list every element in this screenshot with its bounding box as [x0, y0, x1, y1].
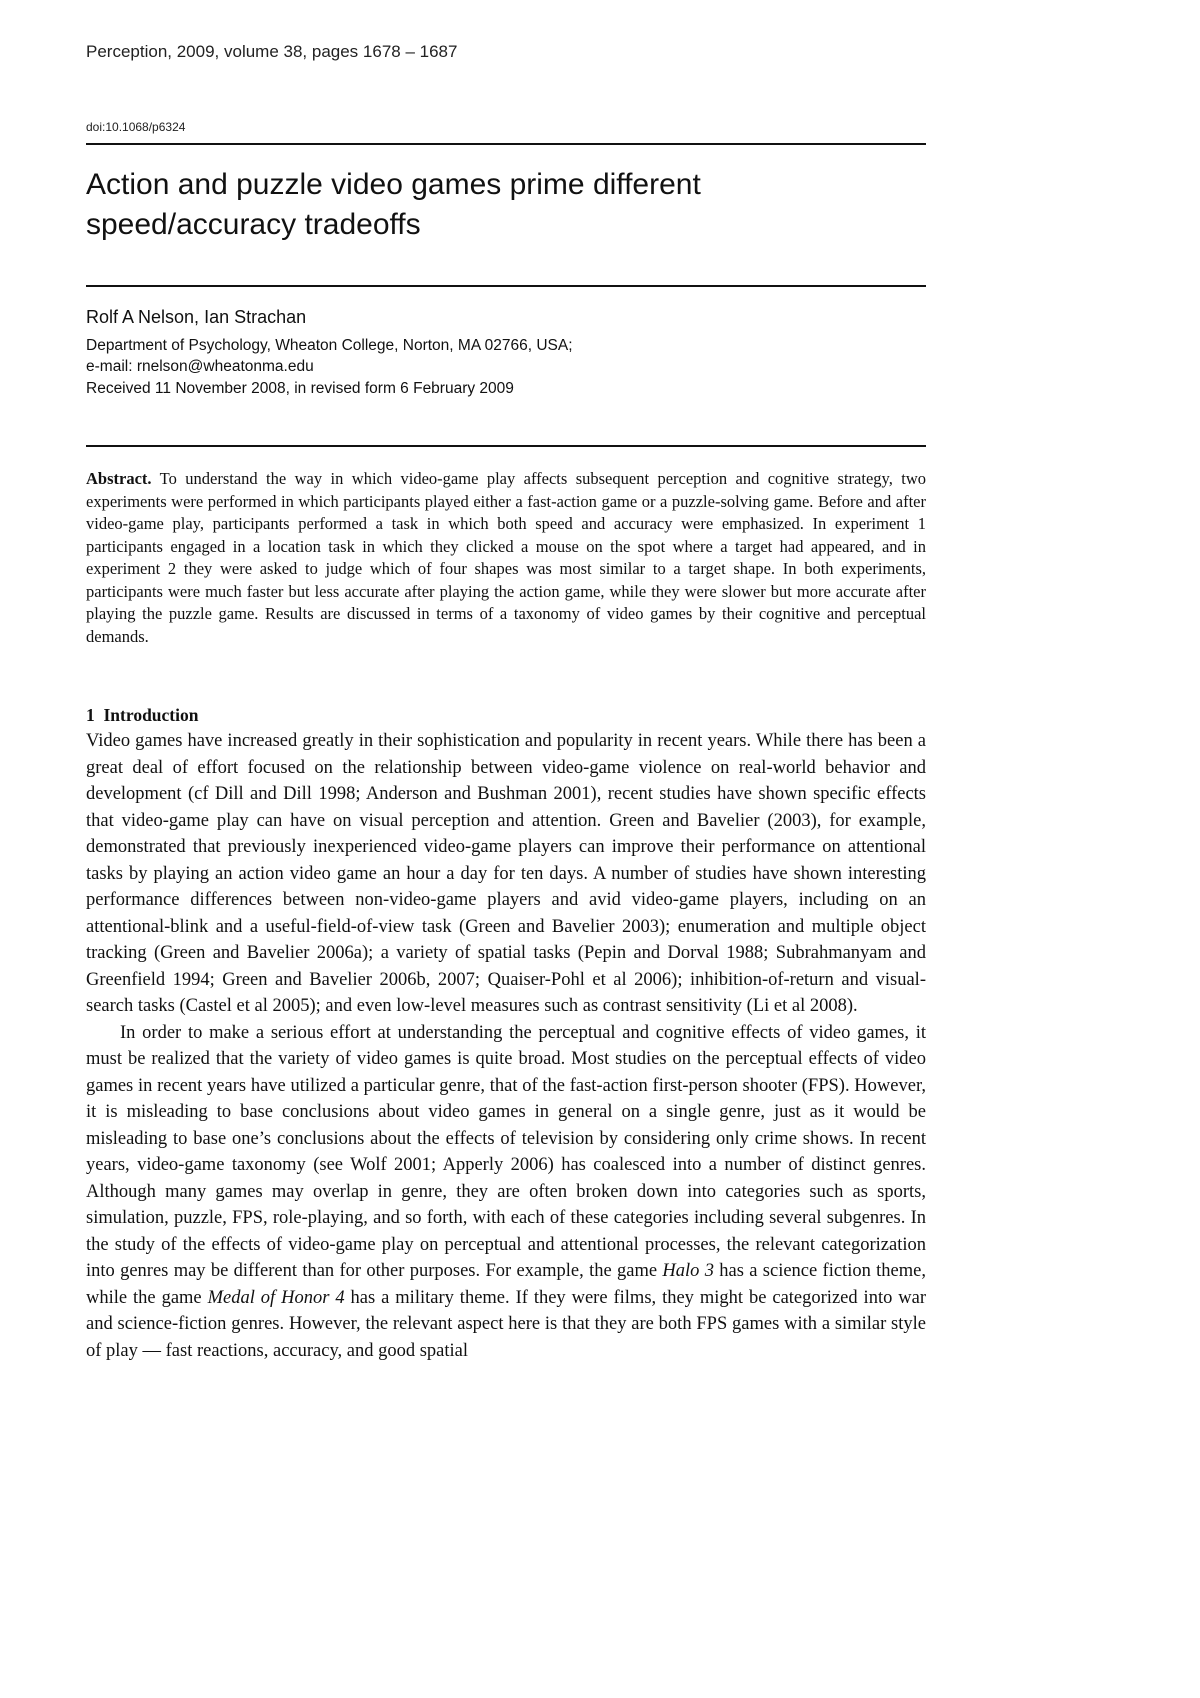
- title-line-2: speed/accuracy tradeoffs: [86, 208, 421, 241]
- abstract-label: Abstract.: [86, 469, 152, 488]
- paragraph-2-part-a: In order to make a serious effort at understanding the perceptual and cognitive effects of video games, it must be realized that the variety of video games is quite broad. Most studies on the perceptual effects of video games in recent years have utilized a particular genre, that of the fast-action first-person shooter (FPS). However, it is misleading to base conclusions about video games in general on a single genre, just as it would be misleading to base one’s conclusions about the effects of television by considering only crime shows. In recent years, video-game taxonomy (see Wolf 2001; Apperly 2006) has coalesced into a number of distinct genres. Although many games may overlap in genre, they are often broken down into categories such as sports, simulation, puzzle, FPS, role-playing, and so forth, with each of these categories including several subgenres. In the study of the effects of video-game play on perceptual and attentional processes, the relevant categorization into genres may be different than for other purposes. For example, the game: [86, 1022, 926, 1281]
- body-text: [86, 728, 926, 1364]
- affiliation: Department of Psychology, Wheaton College, Norton, MA 02766, USA;: [86, 337, 573, 354]
- title-divider: [86, 285, 926, 287]
- doi: doi:10.1068/p6324: [86, 120, 186, 134]
- game-title-halo: Halo 3: [662, 1261, 714, 1281]
- game-title-medal-of-honor: Medal of Honor 4: [207, 1287, 345, 1308]
- received-dates: Received 11 November 2008, in revised form 6 February 2009: [86, 380, 514, 397]
- title-line-1: Action and puzzle video games prime different: [86, 168, 701, 201]
- paragraph-2: [86, 1020, 926, 1365]
- abstract: [86, 468, 926, 648]
- authors: Rolf A Nelson, Ian Strachan: [86, 307, 307, 327]
- paragraph-2-part-b: has a science fiction theme, while the game: [86, 1261, 926, 1308]
- paragraph-1: Video games have increased greatly in their sophistication and popularity in recent years. While there has been a great deal of effort focused on the relationship between video-game violence on real-world behavior and development (cf Dill and Dill 1998; Anderson and Bushman 2001), recent studies have shown specific effects that video-game play can have on visual perception and attention. Green and Bavelier (2003), for example, demonstrated that previously inexperienced video-game players can improve their performance on attentional tasks by playing an action video game an hour a day for ten days. A number of studies have shown interesting performance differences between non-video-game players and avid video-game players, including on an attentional-blink and a useful-field-of-view task (Green and Bavelier 2003); enumeration and multiple object tracking (Green and Bavelier 2006a); a variety of spatial tasks (Pepin and Dorval 1988; Subrahmanyam and Greenfield 1994; Green and Bavelier 2006b, 2007; Quaiser-Pohl et al 2006); inhibition-of-return and visual-search tasks (Castel et al 2005); and even low-level measures such as contrast sensitivity (Li et al 2008).: [86, 731, 926, 1016]
- section-number: 1: [86, 705, 95, 725]
- journal-reference: Perception, 2009, volume 38, pages 1678 – 1687: [86, 42, 458, 61]
- article-title: [86, 165, 926, 245]
- paragraph-2-part-c: has a military theme. If they were films, they might be categorized into war and science-fiction genres. However, the relevant aspect here is that they are both FPS games with a similar style of play — fast reactions, accuracy, and good spatial: [86, 1287, 927, 1361]
- top-divider: [86, 143, 926, 145]
- section-heading: [86, 704, 198, 726]
- abstract-divider: [86, 445, 926, 447]
- section-title: Introduction: [103, 705, 199, 725]
- author-email: e-mail: rnelson@wheatonma.edu: [86, 358, 314, 375]
- abstract-text: To understand the way in which video-game play affects subsequent perception and cognitive strategy, two experiments were performed in which participants played either a fast-action game or a puzzle-solving game. Before and after video-game play, participants performed a task in which both speed and accuracy were emphasized. In experiment 1 participants engaged in a location task in which they clicked a mouse on the spot where a target had appeared, and in experiment 2 they were asked to judge which of four shapes was most similar to a target shape. In both experiments, participants were much faster but less accurate after playing the action game, while they were slower but more accurate after playing the puzzle game. Results are discussed in terms of a taxonomy of video games by their cognitive and perceptual demands.: [86, 469, 926, 646]
